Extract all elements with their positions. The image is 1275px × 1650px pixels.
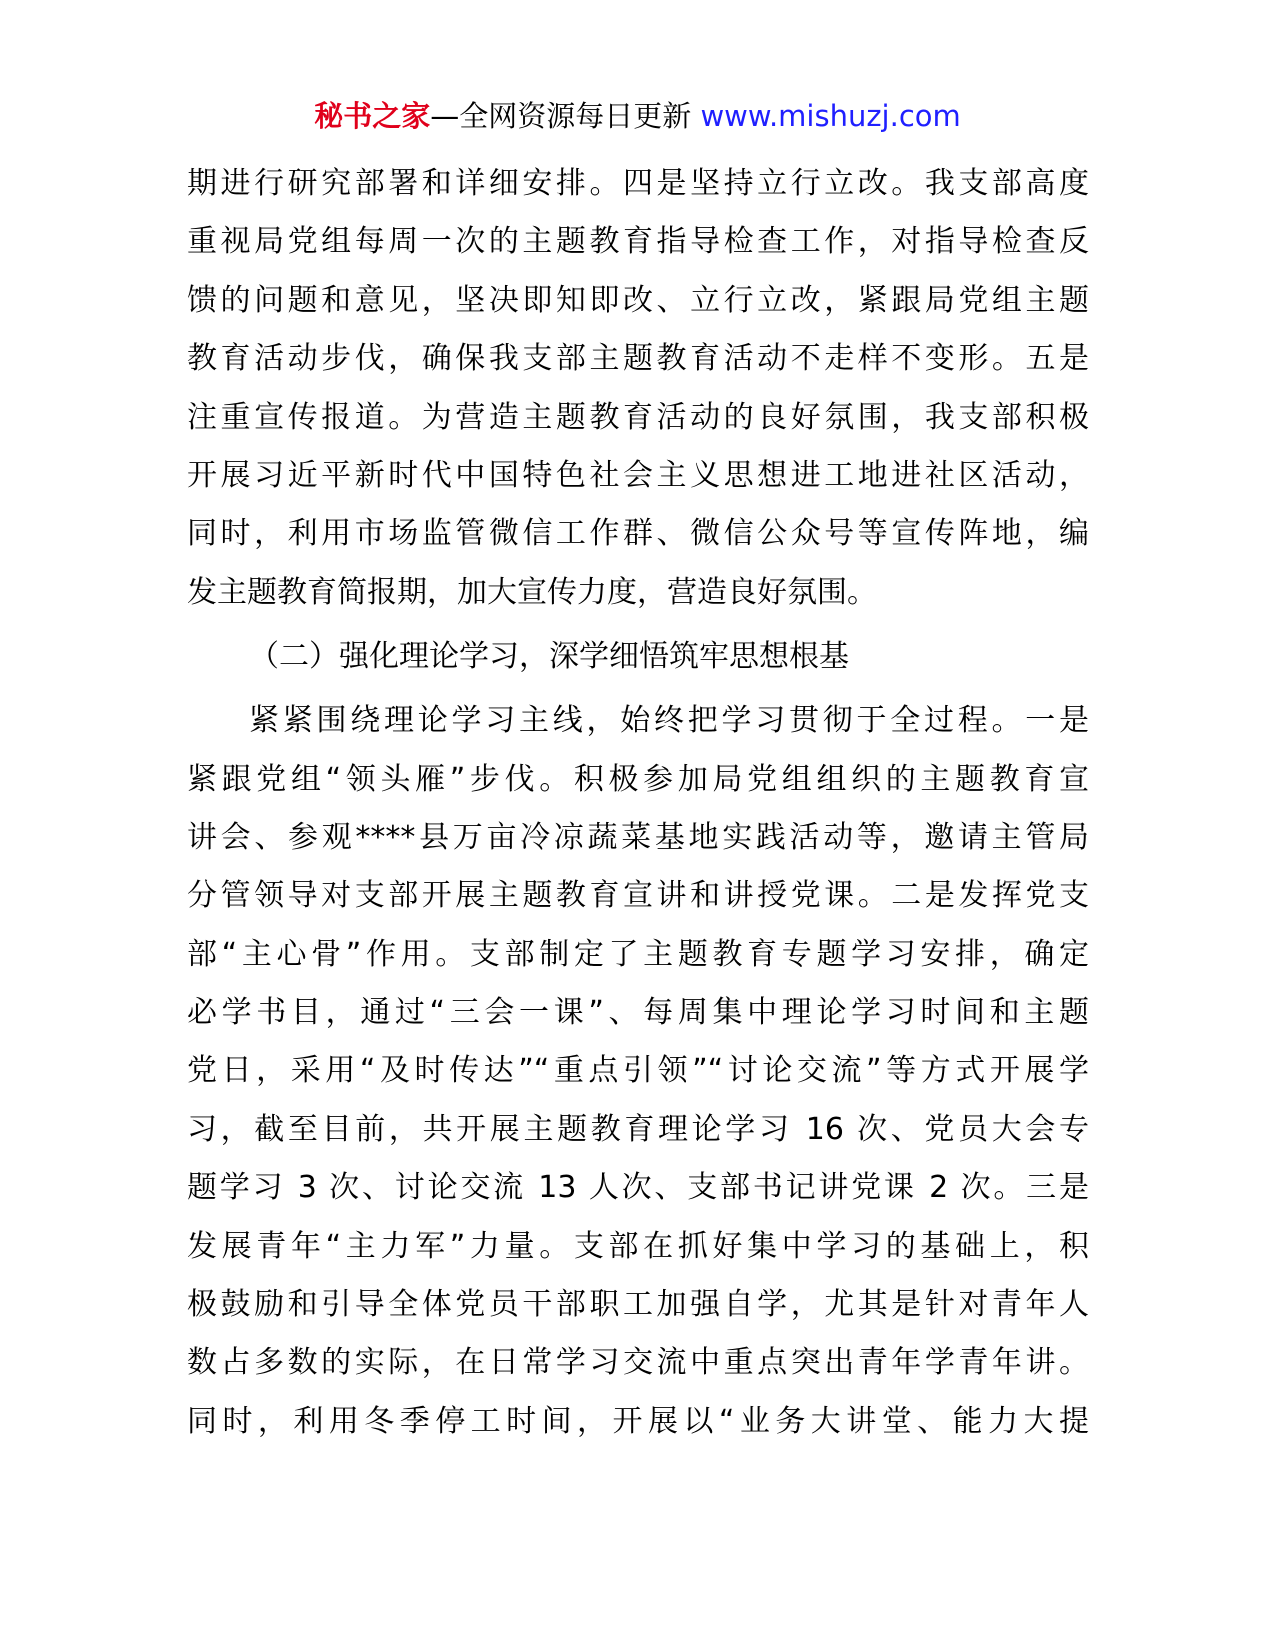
site-url-link[interactable]: www.mishuzj.com <box>700 99 961 133</box>
site-tagline: —全网资源每日更新 <box>430 99 701 133</box>
text-line: 发展青年“主力军”力量。支部在抓好集中学习的基础上，积 <box>187 1228 1089 1264</box>
text-line: 馈的问题和意见，坚决即知即改、立行立改，紧跟局党组主题 <box>187 282 1089 318</box>
text-line: 习，截至目前，共开展主题教育理论学习 16 次、党员大会专 <box>187 1111 1089 1147</box>
text-line: 题学习 3 次、讨论交流 13 人次、支部书记讲党课 2 次。三是 <box>187 1170 1089 1206</box>
text-line: 教育活动步伐，确保我支部主题教育活动不走样不变形。五是 <box>187 341 1089 377</box>
section-heading: （二）强化理论学习，深学细悟筑牢思想根基 <box>249 639 849 675</box>
paragraph-theory-study <box>187 692 1089 1451</box>
text-line: 数占多数的实际，在日常学习交流中重点突出青年学青年讲。 <box>187 1345 1089 1381</box>
text-line: 紧跟党组“领头雁”步伐。积极参加局党组组织的主题教育宣 <box>187 761 1089 797</box>
text-line: 分管领导对支部开展主题教育宣讲和讲授党课。二是发挥党支 <box>187 878 1089 914</box>
text-line: 部“主心骨”作用。支部制定了主题教育专题学习安排，确定 <box>187 936 1089 972</box>
text-line: 必学书目，通过“三会一课”、每周集中理论学习时间和主题 <box>187 995 1089 1031</box>
text-line: 注重宣传报道。为营造主题教育活动的良好氛围，我支部积极 <box>187 399 1089 435</box>
text-line: 重视局党组每周一次的主题教育指导检查工作，对指导检查反 <box>187 224 1089 260</box>
text-line: 紧紧围绕理论学习主线，始终把学习贯彻于全过程。一是 <box>249 703 1089 739</box>
text-line: 期进行研究部署和详细安排。四是坚持立行立改。我支部高度 <box>187 166 1089 201</box>
text-line: 同时，利用市场监管微信工作群、微信公众号等宣传阵地，编 <box>187 516 1089 552</box>
text-line: 开展习近平新时代中国特色社会主义思想进工地进社区活动， <box>187 457 1089 493</box>
text-line: 讲会、参观****县万亩冷凉蔬菜基地实践活动等，邀请主管局 <box>187 819 1089 855</box>
text-line: 党日，采用“及时传达”“重点引领”“讨论交流”等方式开展学 <box>187 1053 1089 1089</box>
text-line: 同时，利用冬季停工时间，开展以“业务大讲堂、能力大提 <box>187 1403 1089 1439</box>
document-body <box>187 155 1089 1451</box>
text-line: 发主题教育简报期，加大宣传力度，营造良好氛围。 <box>187 574 877 610</box>
site-name: 秘书之家 <box>314 99 431 133</box>
paragraph-publicity <box>187 155 1089 622</box>
page-header <box>0 96 1275 136</box>
text-line: 极鼓励和引导全体党员干部职工加强自学，尤其是针对青年人 <box>187 1287 1089 1323</box>
